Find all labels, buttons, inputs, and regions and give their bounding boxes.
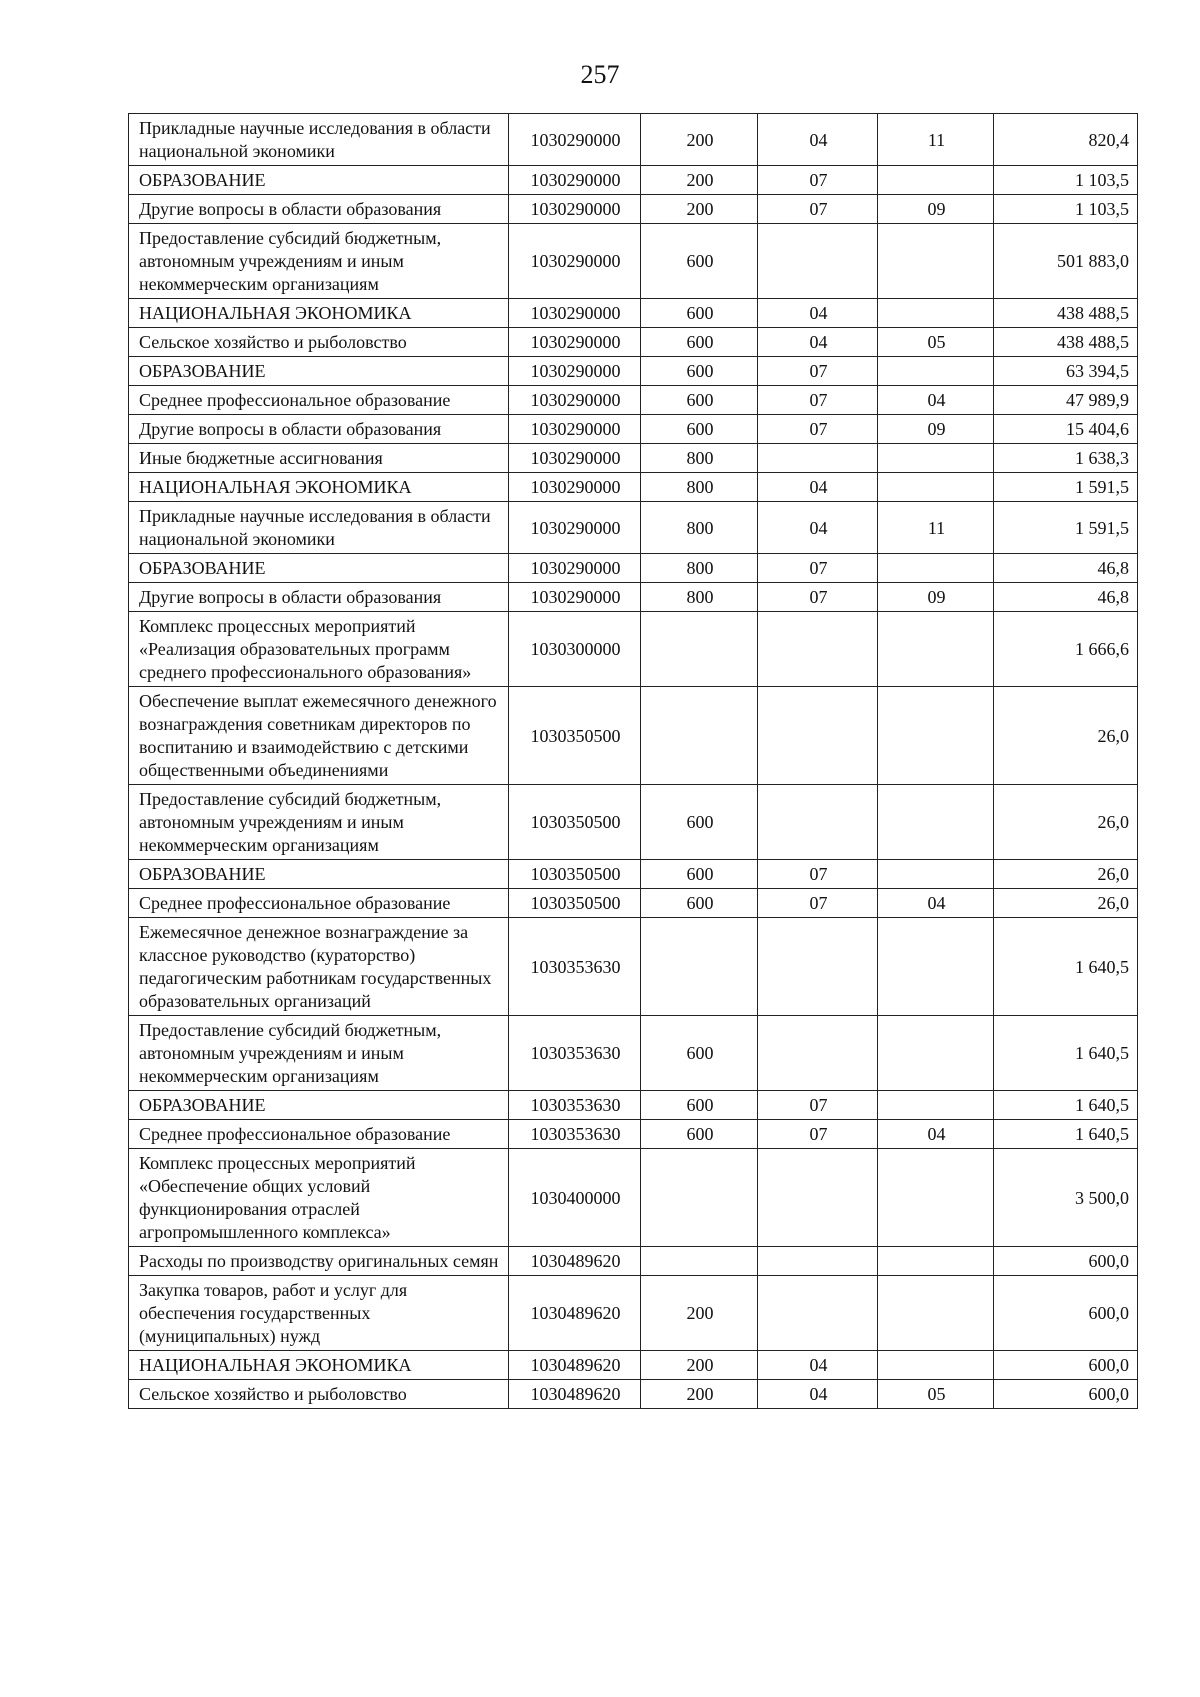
expense-type-cell: 200 (641, 166, 758, 195)
target-article-cell: 1030290000 (509, 415, 641, 444)
expense-type-cell: 200 (641, 114, 758, 166)
subsection-cell: 11 (878, 114, 994, 166)
subsection-cell (878, 1276, 994, 1351)
section-cell: 04 (758, 114, 878, 166)
section-cell (758, 224, 878, 299)
subsection-cell: 05 (878, 328, 994, 357)
target-article-cell: 1030353630 (509, 918, 641, 1016)
row-name-cell: ОБРАЗОВАНИЕ (129, 1091, 509, 1120)
amount-cell: 1 638,3 (994, 444, 1138, 473)
subsection-cell (878, 1247, 994, 1276)
subsection-cell (878, 224, 994, 299)
expense-type-cell: 800 (641, 444, 758, 473)
section-cell (758, 687, 878, 785)
subsection-cell (878, 1149, 994, 1247)
table-row (129, 502, 1138, 554)
subsection-cell (878, 299, 994, 328)
table-row (129, 1091, 1138, 1120)
table-row (129, 328, 1138, 357)
amount-cell: 1 640,5 (994, 1091, 1138, 1120)
table-row (129, 1351, 1138, 1380)
subsection-cell: 11 (878, 502, 994, 554)
row-name-cell: Предоставление субсидий бюджетным, автономным учреждениям и иным некоммерческим организациям (129, 785, 509, 860)
subsection-cell (878, 687, 994, 785)
target-article-cell: 1030290000 (509, 386, 641, 415)
row-name-cell: ОБРАЗОВАНИЕ (129, 554, 509, 583)
expense-type-cell: 200 (641, 1276, 758, 1351)
target-article-cell: 1030290000 (509, 224, 641, 299)
table-row (129, 195, 1138, 224)
target-article-cell: 1030290000 (509, 114, 641, 166)
table-row (129, 889, 1138, 918)
target-article-cell: 1030290000 (509, 583, 641, 612)
row-name-cell: Среднее профессиональное образование (129, 1120, 509, 1149)
expense-type-cell: 600 (641, 1016, 758, 1091)
amount-cell: 820,4 (994, 114, 1138, 166)
amount-cell: 1 591,5 (994, 473, 1138, 502)
section-cell (758, 1016, 878, 1091)
table-row (129, 444, 1138, 473)
subsection-cell (878, 860, 994, 889)
table-row (129, 1247, 1138, 1276)
expense-type-cell: 600 (641, 860, 758, 889)
subsection-cell (878, 473, 994, 502)
target-article-cell: 1030353630 (509, 1120, 641, 1149)
amount-cell: 26,0 (994, 860, 1138, 889)
row-name-cell: Прикладные научные исследования в области национальной экономики (129, 502, 509, 554)
target-article-cell: 1030290000 (509, 166, 641, 195)
target-article-cell: 1030290000 (509, 473, 641, 502)
expense-type-cell: 800 (641, 554, 758, 583)
section-cell: 07 (758, 166, 878, 195)
row-name-cell: Комплекс процессных мероприятий «Обеспечение общих условий функционирования отраслей агропромышленного комплекса» (129, 1149, 509, 1247)
subsection-cell (878, 166, 994, 195)
row-name-cell: Другие вопросы в области образования (129, 583, 509, 612)
amount-cell: 1 640,5 (994, 1016, 1138, 1091)
section-cell (758, 612, 878, 687)
table-row (129, 1120, 1138, 1149)
row-name-cell: Среднее профессиональное образование (129, 386, 509, 415)
expense-type-cell (641, 612, 758, 687)
row-name-cell: НАЦИОНАЛЬНАЯ ЭКОНОМИКА (129, 473, 509, 502)
expense-type-cell (641, 1149, 758, 1247)
table-row (129, 1016, 1138, 1091)
target-article-cell: 1030353630 (509, 1091, 641, 1120)
amount-cell: 26,0 (994, 687, 1138, 785)
table-row (129, 473, 1138, 502)
target-article-cell: 1030290000 (509, 195, 641, 224)
expense-type-cell: 600 (641, 1120, 758, 1149)
amount-cell: 1 591,5 (994, 502, 1138, 554)
subsection-cell: 09 (878, 415, 994, 444)
subsection-cell (878, 1016, 994, 1091)
expense-type-cell (641, 918, 758, 1016)
row-name-cell: Предоставление субсидий бюджетным, автономным учреждениям и иным некоммерческим организациям (129, 1016, 509, 1091)
amount-cell: 46,8 (994, 554, 1138, 583)
section-cell: 04 (758, 328, 878, 357)
budget-table-body (129, 114, 1138, 1409)
row-name-cell: Ежемесячное денежное вознаграждение за классное руководство (кураторство) педагогическим работникам государственных образовательных организаций (129, 918, 509, 1016)
row-name-cell: НАЦИОНАЛЬНАЯ ЭКОНОМИКА (129, 299, 509, 328)
section-cell: 04 (758, 502, 878, 554)
amount-cell: 600,0 (994, 1380, 1138, 1409)
target-article-cell: 1030300000 (509, 612, 641, 687)
subsection-cell (878, 357, 994, 386)
target-article-cell: 1030290000 (509, 502, 641, 554)
target-article-cell: 1030290000 (509, 357, 641, 386)
row-name-cell: Сельское хозяйство и рыболовство (129, 1380, 509, 1409)
section-cell: 07 (758, 1120, 878, 1149)
section-cell: 07 (758, 860, 878, 889)
section-cell (758, 918, 878, 1016)
subsection-cell (878, 612, 994, 687)
section-cell: 07 (758, 889, 878, 918)
expense-type-cell: 600 (641, 386, 758, 415)
table-row (129, 114, 1138, 166)
expense-type-cell (641, 687, 758, 785)
section-cell (758, 785, 878, 860)
table-row (129, 415, 1138, 444)
section-cell: 04 (758, 299, 878, 328)
row-name-cell: Комплекс процессных мероприятий «Реализация образовательных программ среднего профессионального образования» (129, 612, 509, 687)
row-name-cell: Прикладные научные исследования в области национальной экономики (129, 114, 509, 166)
target-article-cell: 1030290000 (509, 444, 641, 473)
row-name-cell: Обеспечение выплат ежемесячного денежного вознаграждения советникам директоров по воспитанию и взаимодействию с детскими общественными объединениями (129, 687, 509, 785)
target-article-cell: 1030489620 (509, 1247, 641, 1276)
subsection-cell (878, 444, 994, 473)
subsection-cell (878, 785, 994, 860)
row-name-cell: Расходы по производству оригинальных семян (129, 1247, 509, 1276)
target-article-cell: 1030350500 (509, 860, 641, 889)
row-name-cell: Иные бюджетные ассигнования (129, 444, 509, 473)
target-article-cell: 1030489620 (509, 1351, 641, 1380)
section-cell: 07 (758, 415, 878, 444)
row-name-cell: ОБРАЗОВАНИЕ (129, 860, 509, 889)
expense-type-cell: 800 (641, 583, 758, 612)
expense-type-cell: 600 (641, 415, 758, 444)
subsection-cell: 09 (878, 583, 994, 612)
table-row (129, 1380, 1138, 1409)
amount-cell: 63 394,5 (994, 357, 1138, 386)
subsection-cell: 04 (878, 1120, 994, 1149)
expense-type-cell: 800 (641, 473, 758, 502)
row-name-cell: Закупка товаров, работ и услуг для обеспечения государственных (муниципальных) нужд (129, 1276, 509, 1351)
subsection-cell (878, 918, 994, 1016)
amount-cell: 26,0 (994, 889, 1138, 918)
expense-type-cell: 600 (641, 889, 758, 918)
amount-cell: 3 500,0 (994, 1149, 1138, 1247)
target-article-cell: 1030489620 (509, 1380, 641, 1409)
table-row (129, 166, 1138, 195)
target-article-cell: 1030290000 (509, 299, 641, 328)
expense-type-cell: 600 (641, 299, 758, 328)
row-name-cell: Другие вопросы в области образования (129, 195, 509, 224)
subsection-cell (878, 1091, 994, 1120)
section-cell: 07 (758, 357, 878, 386)
amount-cell: 438 488,5 (994, 328, 1138, 357)
section-cell (758, 444, 878, 473)
table-row (129, 224, 1138, 299)
section-cell (758, 1149, 878, 1247)
subsection-cell: 04 (878, 386, 994, 415)
amount-cell: 438 488,5 (994, 299, 1138, 328)
page-number: 257 (580, 60, 620, 89)
budget-table (128, 113, 1138, 1409)
target-article-cell: 1030350500 (509, 785, 641, 860)
section-cell: 07 (758, 195, 878, 224)
section-cell: 07 (758, 583, 878, 612)
expense-type-cell: 200 (641, 195, 758, 224)
expense-type-cell: 600 (641, 328, 758, 357)
target-article-cell: 1030350500 (509, 889, 641, 918)
table-row (129, 1276, 1138, 1351)
expense-type-cell: 200 (641, 1351, 758, 1380)
amount-cell: 46,8 (994, 583, 1138, 612)
target-article-cell: 1030489620 (509, 1276, 641, 1351)
table-row (129, 612, 1138, 687)
section-cell: 04 (758, 473, 878, 502)
table-row (129, 1149, 1138, 1247)
amount-cell: 600,0 (994, 1351, 1138, 1380)
subsection-cell (878, 554, 994, 583)
table-row (129, 554, 1138, 583)
expense-type-cell: 600 (641, 785, 758, 860)
section-cell: 07 (758, 386, 878, 415)
amount-cell: 1 103,5 (994, 195, 1138, 224)
subsection-cell: 04 (878, 889, 994, 918)
subsection-cell: 05 (878, 1380, 994, 1409)
row-name-cell: Предоставление субсидий бюджетным, автономным учреждениям и иным некоммерческим организациям (129, 224, 509, 299)
target-article-cell: 1030290000 (509, 328, 641, 357)
section-cell (758, 1247, 878, 1276)
table-row (129, 299, 1138, 328)
target-article-cell: 1030353630 (509, 1016, 641, 1091)
table-row (129, 386, 1138, 415)
target-article-cell: 1030400000 (509, 1149, 641, 1247)
section-cell: 07 (758, 554, 878, 583)
table-row (129, 357, 1138, 386)
subsection-cell (878, 1351, 994, 1380)
expense-type-cell: 200 (641, 1380, 758, 1409)
amount-cell: 15 404,6 (994, 415, 1138, 444)
amount-cell: 1 666,6 (994, 612, 1138, 687)
amount-cell: 1 640,5 (994, 918, 1138, 1016)
amount-cell: 26,0 (994, 785, 1138, 860)
row-name-cell: Среднее профессиональное образование (129, 889, 509, 918)
section-cell: 07 (758, 1091, 878, 1120)
amount-cell: 501 883,0 (994, 224, 1138, 299)
expense-type-cell (641, 1247, 758, 1276)
section-cell: 04 (758, 1351, 878, 1380)
target-article-cell: 1030290000 (509, 554, 641, 583)
row-name-cell: Сельское хозяйство и рыболовство (129, 328, 509, 357)
row-name-cell: Другие вопросы в области образования (129, 415, 509, 444)
subsection-cell: 09 (878, 195, 994, 224)
amount-cell: 1 640,5 (994, 1120, 1138, 1149)
amount-cell: 600,0 (994, 1247, 1138, 1276)
section-cell: 04 (758, 1380, 878, 1409)
table-row (129, 583, 1138, 612)
target-article-cell: 1030350500 (509, 687, 641, 785)
row-name-cell: ОБРАЗОВАНИЕ (129, 357, 509, 386)
expense-type-cell: 600 (641, 224, 758, 299)
table-row (129, 687, 1138, 785)
row-name-cell: ОБРАЗОВАНИЕ (129, 166, 509, 195)
section-cell (758, 1276, 878, 1351)
amount-cell: 600,0 (994, 1276, 1138, 1351)
amount-cell: 1 103,5 (994, 166, 1138, 195)
expense-type-cell: 600 (641, 357, 758, 386)
amount-cell: 47 989,9 (994, 386, 1138, 415)
table-row (129, 785, 1138, 860)
table-row (129, 860, 1138, 889)
row-name-cell: НАЦИОНАЛЬНАЯ ЭКОНОМИКА (129, 1351, 509, 1380)
expense-type-cell: 800 (641, 502, 758, 554)
table-row (129, 918, 1138, 1016)
expense-type-cell: 600 (641, 1091, 758, 1120)
